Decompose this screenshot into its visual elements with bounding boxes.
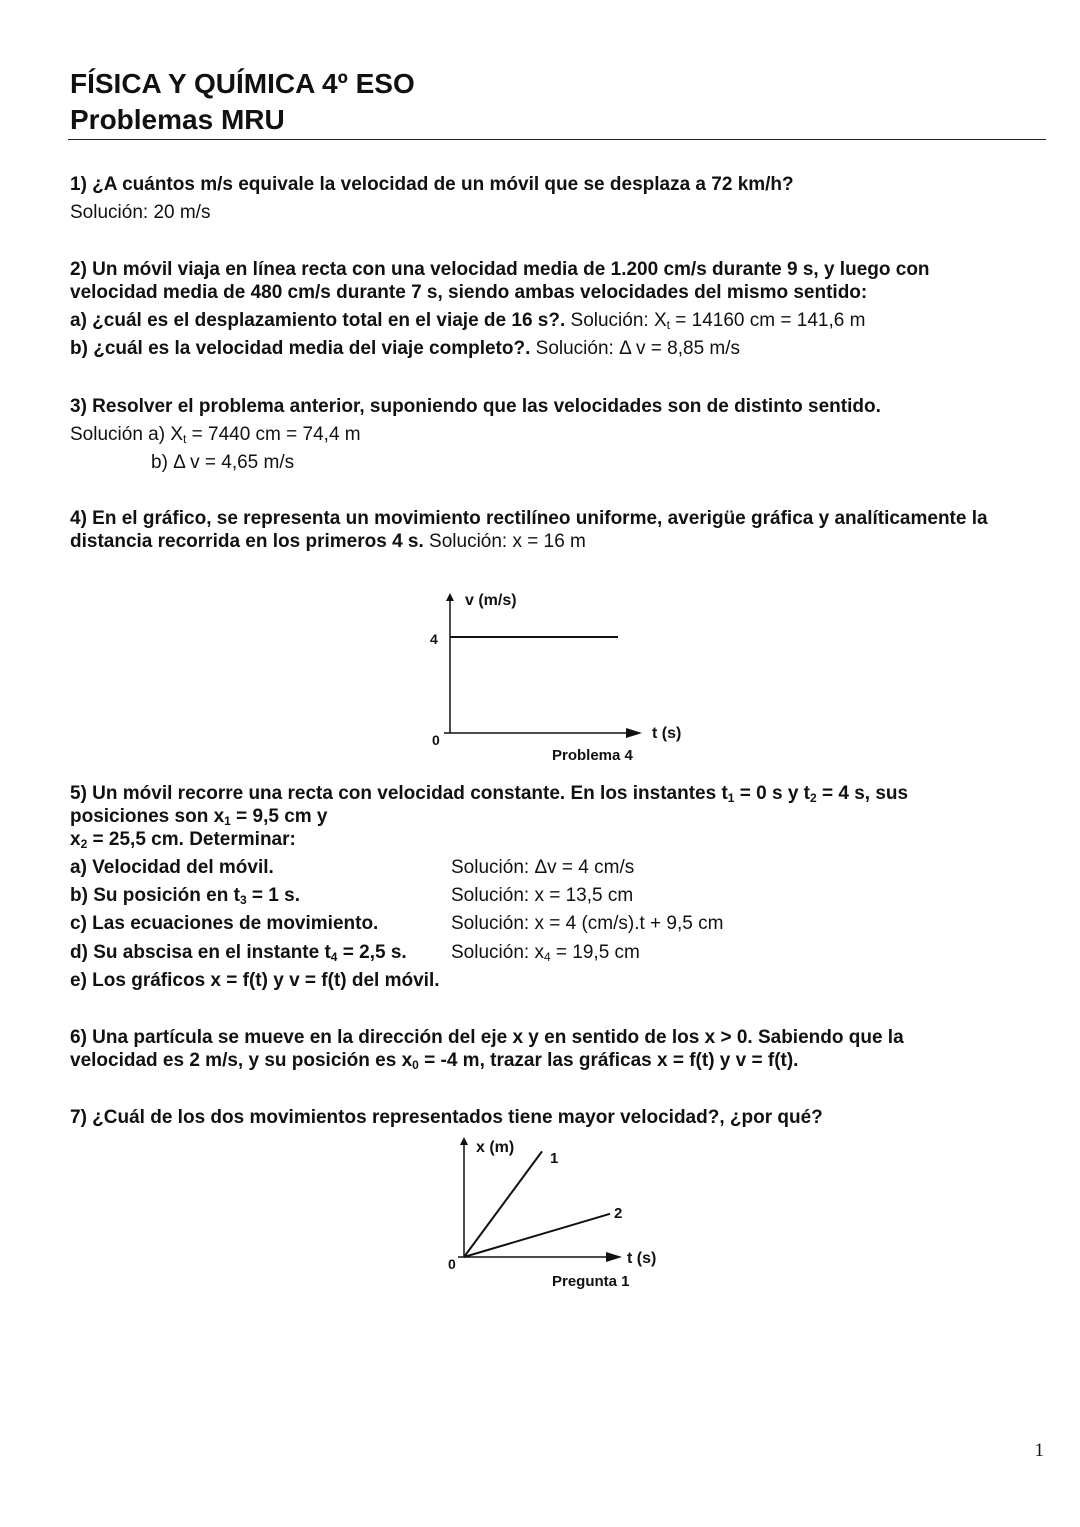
problem-5-part-a: a) Velocidad del móvil. [70, 857, 274, 878]
y-tick-label-4: 4 [430, 631, 438, 647]
problem-4-question-line-1: 4) En el gráfico, se representa un movimiento rectilíneo uniforme, averigüe gráfica y analíticamente la [70, 508, 988, 529]
origin-label: 0 [448, 1256, 456, 1272]
problem-4-solution: Solución: x = 16 m [423, 531, 586, 552]
header-rule [68, 139, 1046, 140]
p5-dsol-a: Solución: x [451, 942, 544, 963]
problem-2-part-b [70, 337, 740, 360]
problem-7-question: 7) ¿Cuál de los dos movimientos representados tiene mayor velocidad?, ¿por qué? [70, 1107, 823, 1128]
problem-2-part-a-solution-value: = 14160 cm = 141,6 m [670, 310, 866, 331]
p5-l2-b: = 9,5 cm y [230, 806, 328, 827]
y-tick-label-0: 0 [432, 732, 440, 748]
x-axis-label: t (s) [627, 1250, 657, 1267]
p5-dsol-b: = 19,5 cm [550, 942, 640, 963]
document-title: FÍSICA Y QUÍMICA 4º ESO [70, 68, 415, 99]
problem-1-solution: Solución: 20 m/s [70, 202, 211, 223]
p5-b-a: b) Su posición en t [70, 885, 240, 906]
problem-5-part-e: e) Los gráficos x = f(t) y v = f(t) del móvil. [70, 970, 440, 991]
y-axis-label: v (m/s) [465, 592, 517, 609]
p5-l3-b: = 25,5 cm. Determinar: [87, 829, 296, 850]
p5-l1-b: = 0 s y t [734, 783, 811, 804]
problem-2-part-b-solution: Solución: Δ v = 8,85 m/s [530, 338, 741, 359]
problem-4-question-line-2 [70, 530, 586, 553]
problem-5-question-line-1 [70, 782, 908, 805]
problem-5-part-a-solution: Solución: Δv = 4 cm/s [451, 857, 635, 878]
problem-3-solution-a-value: = 7440 cm = 74,4 m [186, 424, 361, 445]
page-number: 1 [1034, 1440, 1044, 1461]
problem-2-question-line-2: velocidad media de 480 cm/s durante 7 s, siendo ambas velocidades del mismo sentido: [70, 282, 868, 303]
p6-l2-b: = -4 m, trazar las gráficas x = f(t) y v = f(t). [418, 1050, 799, 1071]
problem-5-part-b [70, 884, 300, 907]
chart-caption: Problema 4 [552, 747, 633, 764]
problem-5-part-d-solution [451, 941, 640, 964]
problem-2-question-line-1: 2) Un móvil viaja en línea recta con una velocidad media de 1.200 cm/s durante 9 s, y luego con [70, 259, 930, 280]
p5-b-b: = 1 s. [246, 885, 300, 906]
document-subtitle: Problemas MRU [70, 104, 285, 135]
p5-l1-a: 5) Un móvil recorre una recta con velocidad constante. En los instantes t [70, 783, 728, 804]
x-axis-label: t (s) [652, 725, 682, 742]
velocity-time-chart [420, 585, 690, 770]
p5-l1-sub2: 2 [810, 791, 817, 805]
p5-d-a: d) Su abscisa en el instante t [70, 942, 331, 963]
p5-l1-c: = 4 s, sus [816, 783, 909, 804]
problem-2-part-a-solution-subscript: t [666, 318, 670, 332]
problem-6-question-line-2 [70, 1049, 798, 1072]
problem-2-part-a-solution-prefix: Solución: X [565, 310, 667, 331]
problem-1-question: 1) ¿A cuántos m/s equivale la velocidad de un móvil que se desplaza a 72 km/h? [70, 174, 794, 195]
position-time-chart [440, 1130, 680, 1295]
problem-5-question-line-2 [70, 805, 328, 828]
p5-l1-sub1: 1 [727, 791, 735, 805]
problem-3-solution-a-subscript: t [183, 432, 187, 446]
series-2-line [464, 1214, 610, 1257]
p5-dsol-sub: 4 [543, 950, 551, 964]
series-1-line [464, 1151, 542, 1257]
p6-l2-sub: 0 [412, 1058, 419, 1072]
problem-3-solution-b: b) Δ v = 4,65 m/s [151, 452, 295, 473]
problem-2-part-a-question: a) ¿cuál es el desplazamiento total en el viaje de 16 s?. [70, 310, 566, 331]
problem-2-part-b-question: b) ¿cuál es la velocidad media del viaje completo?. [70, 338, 531, 359]
problem-3-question: 3) Resolver el problema anterior, suponiendo que las velocidades son de distinto sentido. [70, 396, 881, 417]
problem-5-part-c-solution: Solución: x = 4 (cm/s).t + 9,5 cm [451, 913, 724, 934]
problem-5-part-b-solution: Solución: x = 13,5 cm [451, 885, 634, 906]
p5-l3-a: x [70, 829, 81, 850]
chart-caption: Pregunta 1 [552, 1273, 630, 1290]
problem-5-part-d [70, 941, 407, 964]
p5-l3-sub: 2 [80, 837, 88, 851]
x-axis-arrow [626, 728, 642, 738]
p5-l2-a: posiciones son x [70, 806, 225, 827]
problem-2-part-a [70, 309, 865, 332]
p5-d-sub: 4 [330, 950, 338, 964]
p6-l2-a: velocidad es 2 m/s, y su posición es x [70, 1050, 413, 1071]
problem-5-part-c: c) Las ecuaciones de movimiento. [70, 913, 379, 934]
problem-4-question-text: distancia recorrida en los primeros 4 s. [70, 531, 424, 552]
problem-6-question-line-1: 6) Una partícula se mueve en la dirección del eje x y en sentido de los x > 0. Sabiendo que la [70, 1027, 904, 1048]
series-2-label: 2 [614, 1205, 623, 1222]
problem-5-question-line-3 [70, 828, 296, 851]
problem-3-solution-a-prefix: Solución a) X [70, 424, 184, 445]
problem-3-solution-a [70, 423, 361, 446]
y-axis-label: x (m) [476, 1139, 515, 1156]
x-axis-arrow [606, 1252, 622, 1262]
p5-d-b: = 2,5 s. [337, 942, 407, 963]
p5-l2-sub: 1 [224, 814, 231, 828]
series-1-label: 1 [550, 1150, 559, 1167]
p5-b-sub: 3 [239, 893, 247, 907]
